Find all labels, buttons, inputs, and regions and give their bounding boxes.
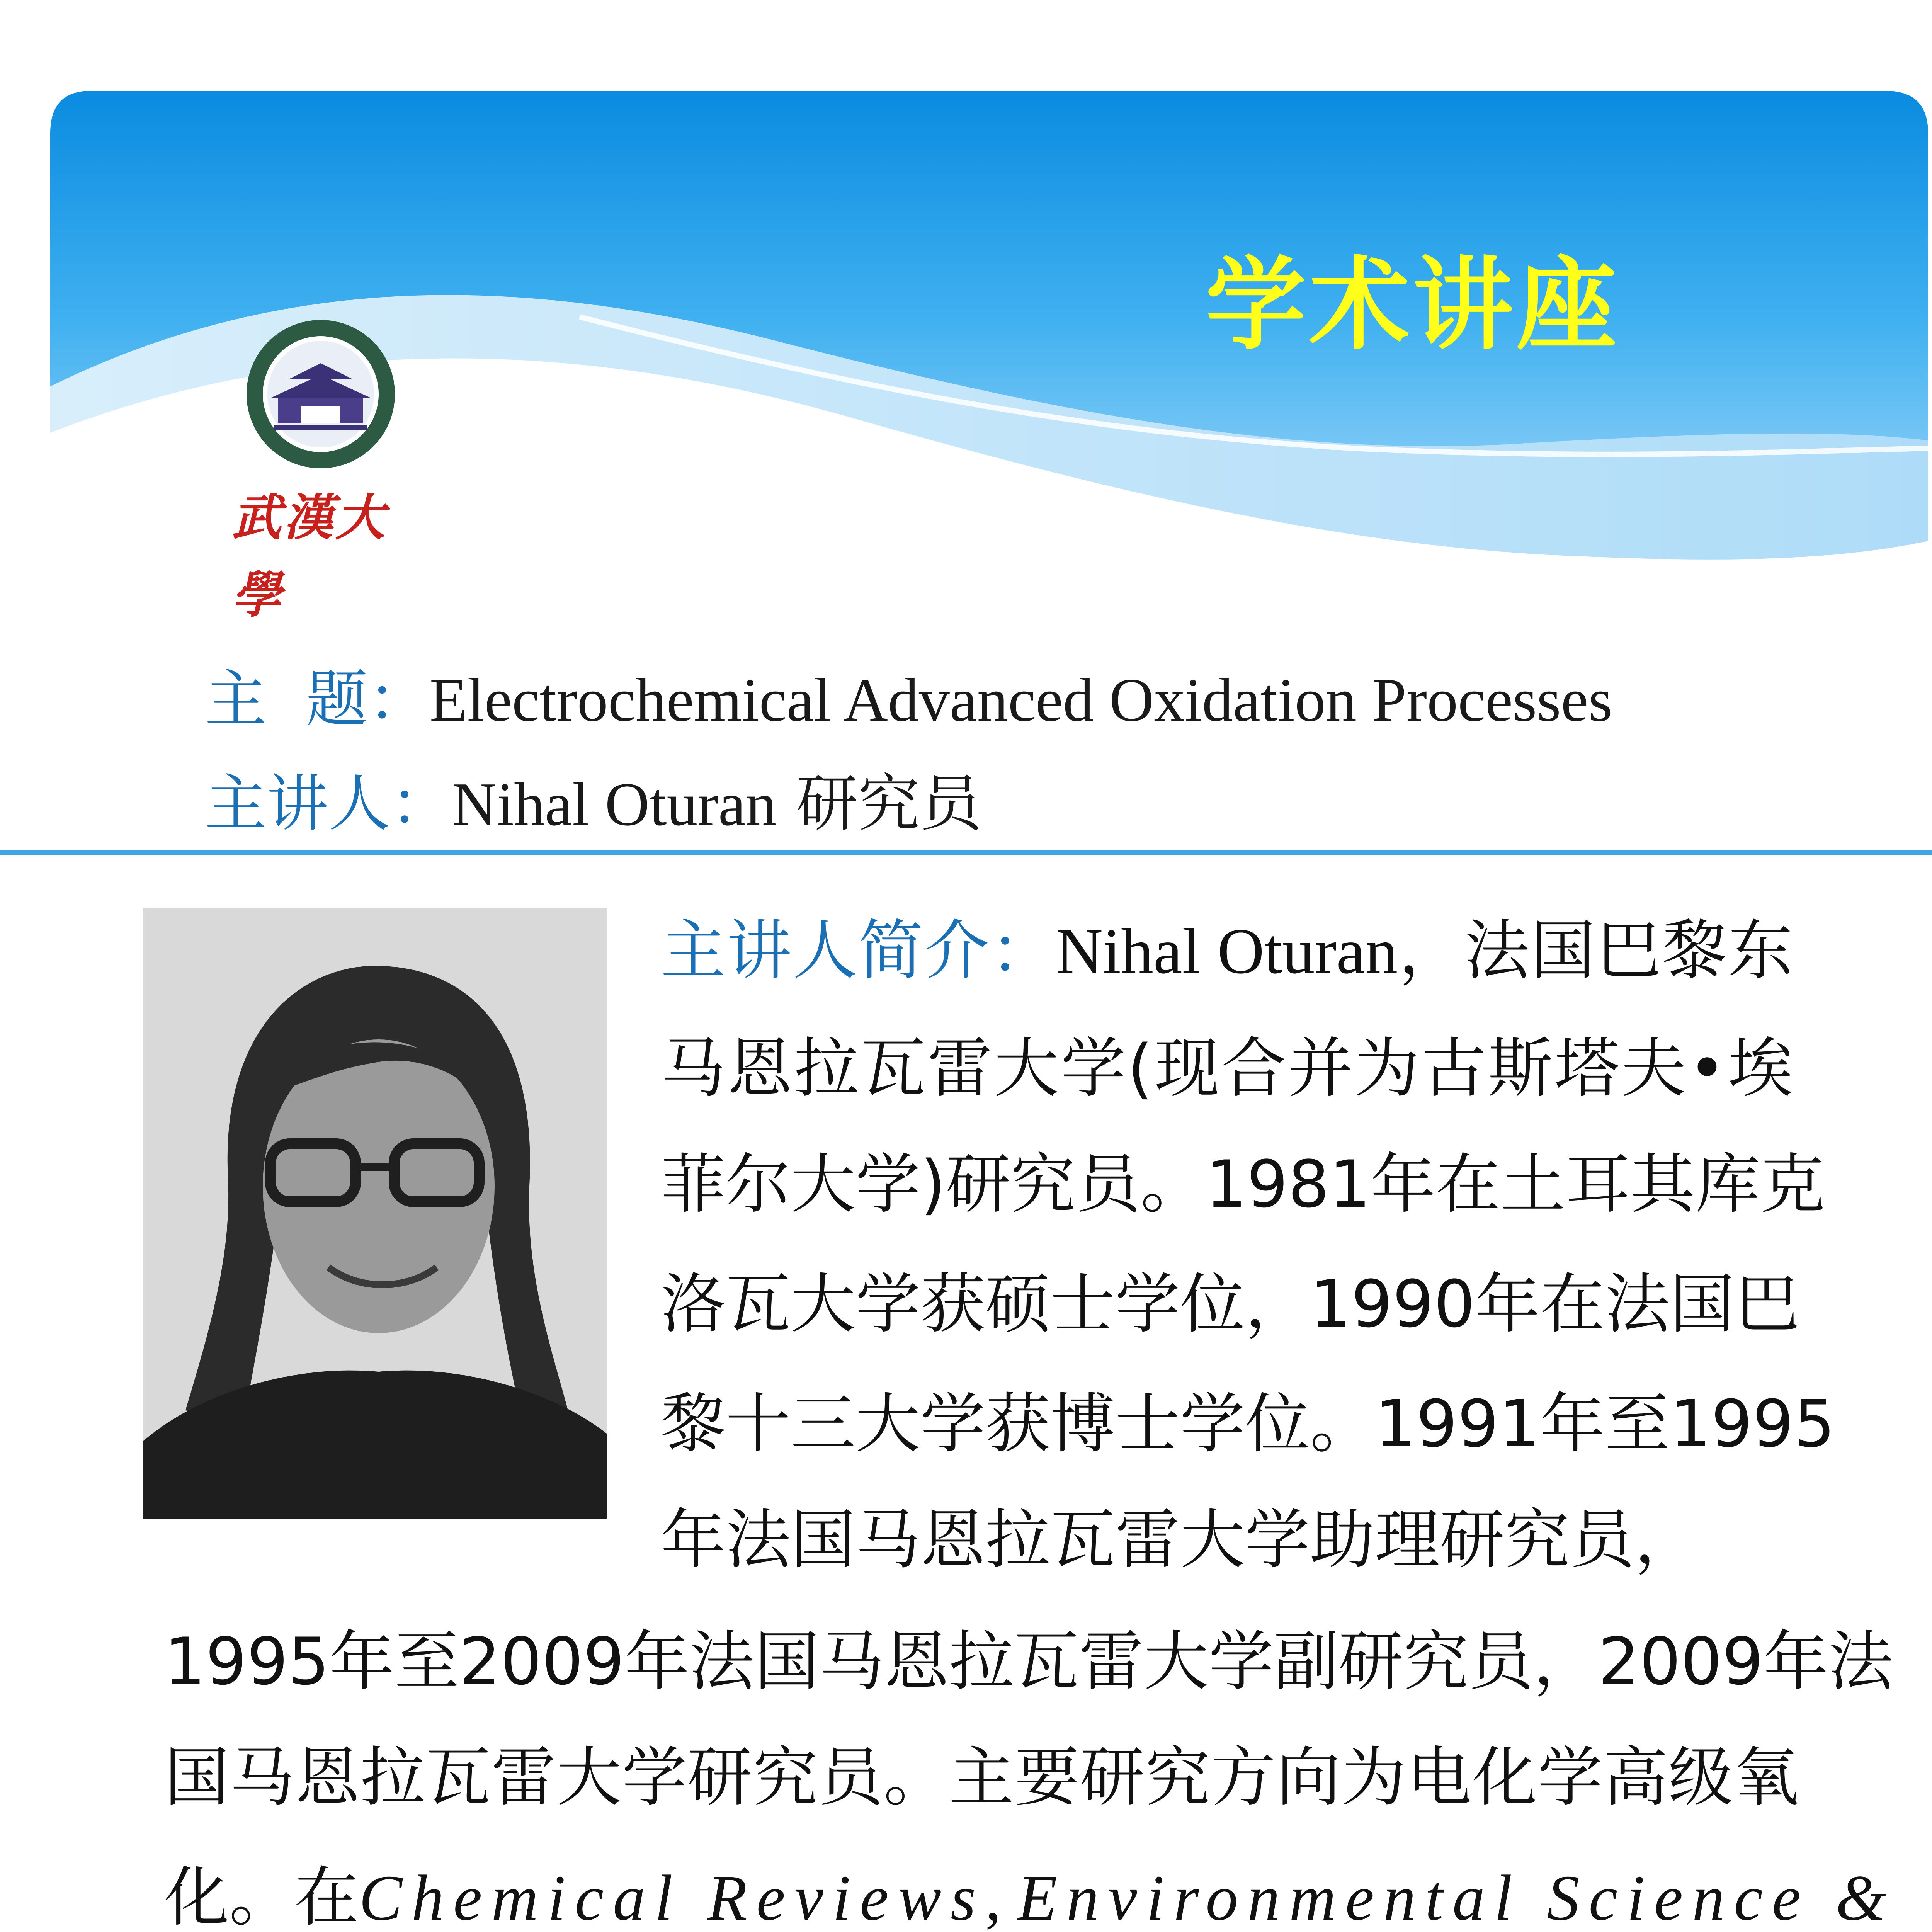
bio-line-5: 黎十三大学获博士学位。1991年至1995	[661, 1386, 1835, 1462]
university-seal-icon	[243, 317, 398, 471]
speaker-label: 主讲人：	[205, 767, 452, 840]
speaker-photo	[143, 908, 607, 1519]
bio-line-4: 洛瓦大学获硕士学位，1990年在法国巴	[661, 1266, 1800, 1342]
bio-label: 主讲人简介：	[661, 913, 1056, 988]
journal-chemical-reviews: Chemical Reviews	[359, 1862, 985, 1932]
speaker-row	[205, 757, 982, 850]
bio-line-9	[164, 1839, 1896, 1932]
topic-value: Electrochemical Advanced Oxidation Processes	[429, 665, 1612, 734]
university-name: 武漢大學	[232, 489, 388, 624]
bio-line-1	[661, 893, 1793, 1009]
divider-top	[0, 850, 1932, 855]
topic-row	[205, 653, 1612, 746]
bio-line-8: 国马恩拉瓦雷大学研究员。主要研究方向为电化学高级氧	[164, 1740, 1799, 1815]
journal-separator-1: ,	[985, 1862, 1018, 1932]
bio-line-2: 马恩拉瓦雷大学(现合并为古斯塔夫•埃	[661, 1031, 1793, 1106]
bio-line-6: 年法国马恩拉瓦雷大学助理研究员，	[661, 1502, 1699, 1578]
journal-est-part1: Environmental Science &	[1017, 1862, 1896, 1932]
speaker-name: Nihal Oturan	[452, 770, 777, 838]
bio-text-1: Nihal Oturan，法国巴黎东	[1056, 915, 1793, 987]
bio-line-7: 1995年至2009年法国马恩拉瓦雷大学副研究员，2009年法	[164, 1624, 1893, 1699]
speaker-title: 研究员	[796, 767, 982, 840]
bio-text-9-lead: 化。在	[164, 1859, 359, 1932]
banner-title: 学术讲座	[1206, 247, 1620, 364]
bio-line-3: 菲尔大学)研究员。1981年在土耳其库克	[661, 1146, 1825, 1222]
topic-label: 主 题：	[205, 663, 430, 735]
